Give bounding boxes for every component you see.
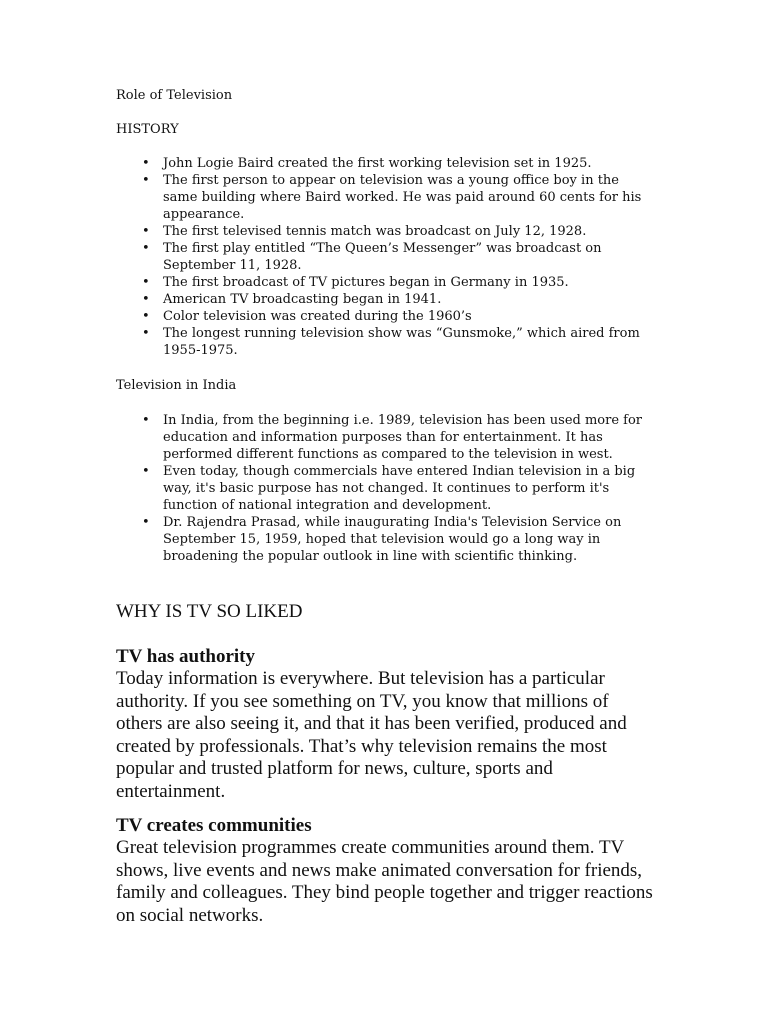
bullet-icon: • (142, 156, 150, 171)
list-item-text: The first televised tennis match was broadcast on July 12, 1928. (163, 224, 587, 239)
document-title: Role of Television (116, 88, 233, 103)
list-item-text: The first play entitled “The Queen’s Messenger” was broadcast on September 11, 1928. (163, 241, 602, 273)
list-item-text: The first broadcast of TV pictures began in Germany in 1935. (163, 275, 569, 290)
list-item (116, 308, 656, 325)
history-list (116, 155, 656, 359)
history-heading: HISTORY (116, 122, 179, 137)
list-item-text: Color television was created during the 1960’s (163, 309, 472, 324)
list-item (116, 514, 656, 565)
bullet-icon: • (142, 241, 150, 256)
list-item (116, 223, 656, 240)
bullet-icon: • (142, 224, 150, 239)
section-tv-communities (116, 814, 656, 927)
section-heading: TV creates communities (116, 815, 312, 836)
bullet-icon: • (142, 515, 150, 530)
india-list (116, 412, 656, 565)
list-item (116, 155, 656, 172)
list-item (116, 274, 656, 291)
list-item-text: Dr. Rajendra Prasad, while inaugurating India's Television Service on September 15, 1959, hoped that television would go a long way in broadening the popular outlook in line with scientific thinking. (163, 515, 622, 564)
list-item-text: Even today, though commercials have entered Indian television in a big way, it's basic purpose has not changed. It continues to perform it's function of national integration and development. (163, 464, 636, 513)
bullet-icon: • (142, 292, 150, 307)
list-item-text: The longest running television show was “Gunsmoke,” which aired from 1955-1975. (163, 326, 640, 358)
bullet-icon: • (142, 275, 150, 290)
list-item (116, 463, 656, 514)
section-heading: TV has authority (116, 646, 256, 667)
section-tv-authority (116, 645, 656, 803)
bullet-icon: • (142, 464, 150, 479)
list-item (116, 172, 656, 223)
india-heading: Television in India (116, 378, 237, 393)
why-heading: WHY IS TV SO LIKED (116, 601, 303, 622)
section-body: Today information is everywhere. But television has a particular authority. If you see something on TV, you know that millions of others are also seeing it, and that it has been verified, produced and created by professionals. That’s why television remains the most popular and trusted platform for news, culture, sports and entertainment. (116, 668, 627, 802)
section-body: Great television programmes create communities around them. TV shows, live events and news make animated conversation for friends, family and colleagues. They bind people together and trigger reactions on social networks. (116, 837, 653, 926)
list-item-text: In India, from the beginning i.e. 1989, television has been used more for education and information purposes than for entertainment. It has performed different functions as compared to the television in west. (163, 413, 643, 462)
list-item-text: The first person to appear on television was a young office boy in the same building where Baird worked. He was paid around 60 cents for his appearance. (163, 173, 642, 222)
bullet-icon: • (142, 173, 150, 188)
bullet-icon: • (142, 326, 150, 341)
bullet-icon: • (142, 309, 150, 324)
list-item (116, 291, 656, 308)
list-item (116, 412, 656, 463)
list-item-text: American TV broadcasting began in 1941. (163, 292, 442, 307)
list-item (116, 325, 656, 359)
list-item (116, 240, 656, 274)
bullet-icon: • (142, 413, 150, 428)
list-item-text: John Logie Baird created the first working television set in 1925. (163, 156, 592, 171)
